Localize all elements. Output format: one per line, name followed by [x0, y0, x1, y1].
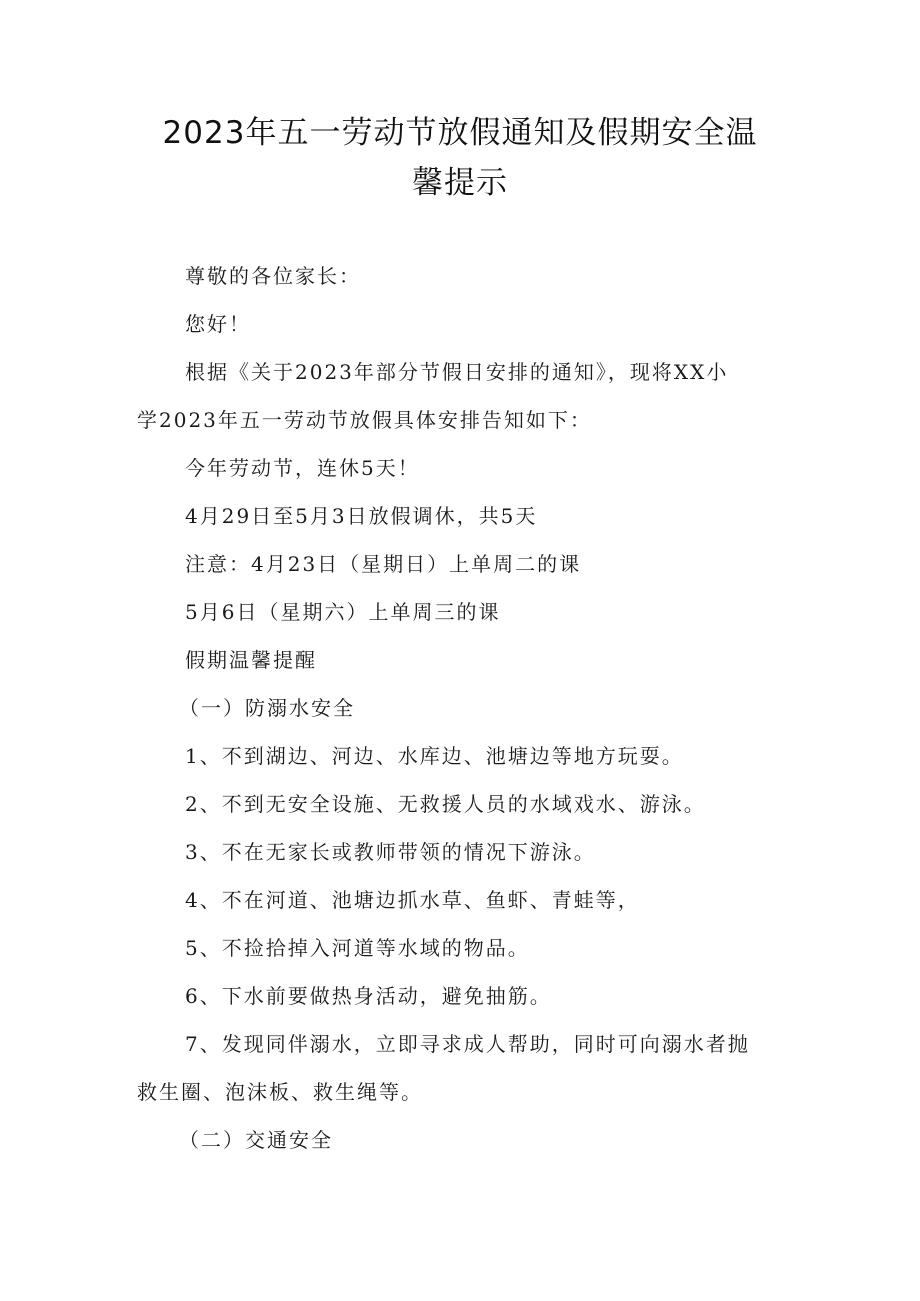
- title-line-2: 馨提示: [412, 165, 508, 201]
- list-item: 6、下水前要做热身活动，避免抽筋。: [185, 984, 552, 1008]
- reminder-heading: 假期温馨提醒: [185, 648, 317, 672]
- hello: 您好！: [185, 312, 251, 336]
- document-body: [137, 252, 782, 1164]
- greeting: 尊敬的各位家长：: [185, 264, 361, 288]
- list-item: 4、不在河道、池塘边抓水草、鱼虾、青蛙等，: [185, 888, 640, 912]
- list-item: 3、不在无家长或教师带领的情况下游泳。: [185, 840, 596, 864]
- list-item: 2、不到无安全设施、无救援人员的水域戏水、游泳。: [185, 792, 706, 816]
- list-item-7-line-2: 救生圈、泡沫板、救生绳等。: [137, 1080, 423, 1104]
- list-item: 1、不到湖边、河边、水库边、池塘边等地方玩耍。: [185, 744, 684, 768]
- document-title: [120, 108, 800, 208]
- section-1-title: （一）防溺水安全: [179, 696, 355, 720]
- note-1: 注意：4月23日（星期日）上单周二的课: [185, 552, 582, 576]
- holiday-summary: 今年劳动节，连休5天！: [185, 456, 420, 480]
- title-line-1: 2023年五一劳动节放假通知及假期安全温: [162, 115, 758, 151]
- note-2: 5月6日（星期六）上单周三的课: [185, 600, 501, 624]
- intro-line-2: 学2023年五一劳动节放假具体安排告知如下：: [137, 408, 592, 432]
- list-item: 5、不捡拾掉入河道等水域的物品。: [185, 936, 530, 960]
- section-2-title: （二）交通安全: [179, 1128, 333, 1152]
- list-item-7-line-1: 7、发现同伴溺水，立即寻求成人帮助，同时可向溺水者抛: [185, 1032, 750, 1056]
- intro-line-1: 根据《关于2023年部分节假日安排的通知》，现将XX小: [185, 360, 729, 384]
- holiday-dates: 4月29日至5月3日放假调休，共5天: [185, 504, 538, 528]
